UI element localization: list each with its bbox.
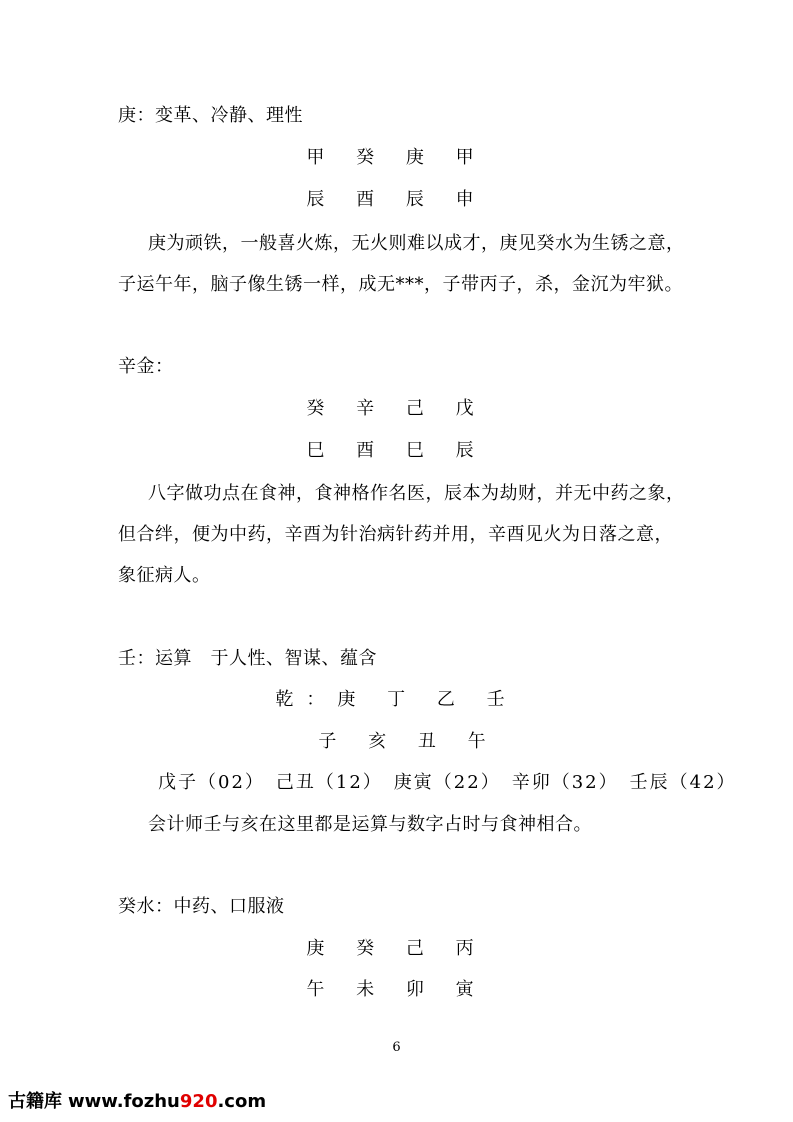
stems-row-2: 癸 辛 己 戊 [306,398,487,419]
luck-pillars-row: 戊子（02） 己丑（12） 庚寅（22） 辛卯（32） 壬辰（42） [158,772,737,793]
stems-row-4: 庚 癸 己 丙 [306,938,487,959]
footer-url-part2: 920 [179,1091,218,1112]
branches-row-2: 巳 酉 巳 辰 [306,440,487,461]
paragraph-line: 八字做功点在食神，食神格作名医，辰本为劫财，并无中药之象， [148,483,685,504]
section-heading-geng: 庚：变革、冷静、理性 [118,105,303,126]
stems-row-3: 乾：庚 丁 乙 壬 [275,689,518,710]
paragraph-line: 但合绊，便为中药，辛酉为针治病针药并用，辛酉见火为日落之意， [118,524,673,545]
stems-row-1: 甲 癸 庚 甲 [306,147,487,168]
footer-url-part1: www.fozhu [68,1091,180,1112]
section-heading-gui: 癸水：中药、口服液 [118,896,285,917]
paragraph-line: 会计师壬与亥在这里都是运算与数字占时与食神相合。 [148,814,592,835]
branches-row-4: 午 未 卯 寅 [306,979,487,1000]
footer-url-part3: .com [217,1091,267,1112]
section-heading-ren: 壬：运算 于人性、智谋、蕴含 [118,648,377,669]
paragraph-line: 象征病人。 [118,565,211,586]
paragraph-line: 子运午年，脑子像生锈一样，成无***，子带丙子，杀，金沉为牢狱。 [118,274,683,295]
footer-site-name: 古籍库 [8,1091,62,1112]
footer-watermark [8,1090,266,1114]
branches-row-3: 子 亥 丑 午 [318,731,499,752]
branches-row-1: 辰 酉 辰 申 [306,189,487,210]
section-heading-xin: 辛金： [118,356,174,377]
paragraph-line: 庚为顽铁，一般喜火炼，无火则难以成才，庚见癸水为生锈之意， [148,233,685,254]
page-number: 6 [392,1040,401,1055]
